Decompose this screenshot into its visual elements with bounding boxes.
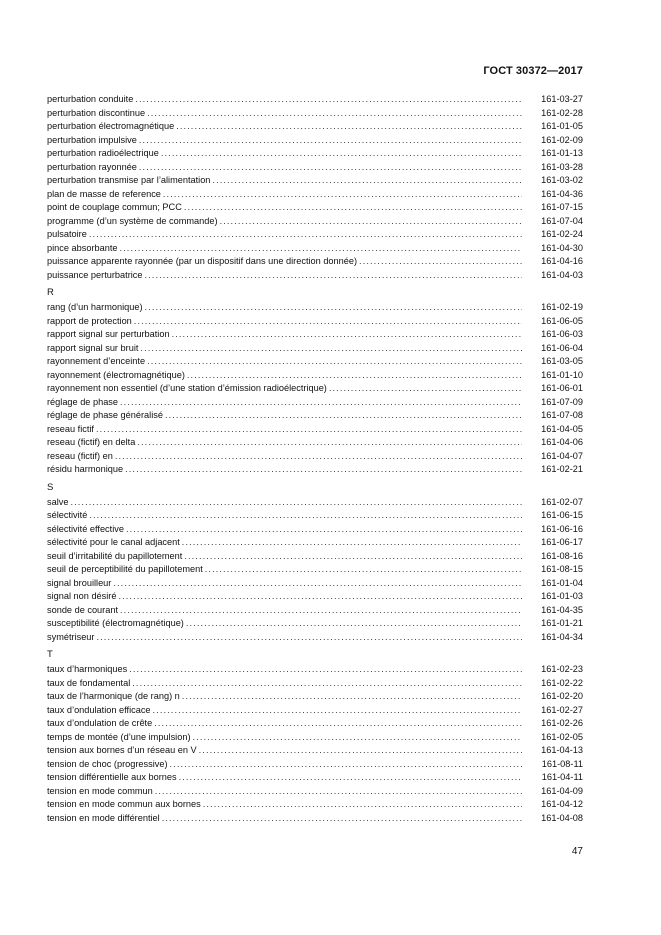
index-term: sélectivité bbox=[47, 510, 88, 520]
index-term: taux de fondamental bbox=[47, 677, 131, 688]
index-code: 161-01-21 bbox=[541, 618, 583, 628]
dot-leader bbox=[118, 590, 522, 604]
index-term: seuil de perceptibilité du papillotement bbox=[47, 564, 203, 574]
dot-leader bbox=[132, 677, 522, 691]
index-entry bbox=[47, 188, 583, 202]
index-term: sonde de courant bbox=[47, 604, 119, 615]
index-code: 161-06-15 bbox=[541, 510, 583, 520]
index-code: 161-01-05 bbox=[541, 121, 583, 131]
dot-leader bbox=[153, 704, 522, 718]
index-code: 161-04-08 bbox=[541, 812, 583, 823]
index-term: seuil d’irritabilité du papillotement bbox=[47, 550, 183, 561]
dot-leader bbox=[162, 812, 522, 826]
index-entry bbox=[47, 690, 583, 704]
index-entry bbox=[47, 536, 583, 550]
index-entry bbox=[47, 717, 583, 731]
index-code: 161-06-05 bbox=[541, 315, 583, 326]
dot-leader bbox=[125, 463, 522, 477]
dot-leader bbox=[172, 328, 522, 342]
index-entry bbox=[47, 450, 583, 464]
index-code: 161-03-05 bbox=[541, 356, 583, 366]
dot-leader bbox=[186, 617, 522, 631]
index-term: perturbation impulsive bbox=[47, 134, 137, 145]
index-code: 161-02-23 bbox=[541, 664, 583, 674]
index-code: 161-03-02 bbox=[541, 175, 583, 185]
index-term: tension en mode commun aux bornes bbox=[47, 799, 201, 809]
index-code: 161-08-11 bbox=[541, 758, 583, 769]
index-term: pulsatoire bbox=[47, 229, 87, 239]
dot-leader bbox=[182, 536, 522, 550]
dot-leader bbox=[155, 785, 522, 799]
index-entry bbox=[47, 255, 583, 269]
index-code: 161-01-13 bbox=[541, 148, 583, 158]
dot-leader bbox=[145, 301, 522, 315]
index-code: 161-06-01 bbox=[541, 383, 583, 393]
index-code: 161-06-03 bbox=[541, 329, 583, 339]
index-term: plan de masse de reference bbox=[47, 188, 161, 199]
index-term: salve bbox=[47, 496, 69, 507]
index-entry bbox=[47, 301, 583, 315]
index-entry bbox=[47, 704, 583, 718]
index-term: sélectivité pour le canal adjacent bbox=[47, 537, 180, 547]
index-entry bbox=[47, 147, 583, 161]
index-entry bbox=[47, 161, 583, 175]
index-term: signal non désiré bbox=[47, 591, 117, 601]
dot-leader bbox=[329, 382, 522, 396]
index-code: 161-04-05 bbox=[541, 423, 583, 434]
dot-leader bbox=[96, 423, 522, 437]
dot-leader bbox=[135, 93, 522, 107]
index-group-r bbox=[47, 301, 583, 477]
index-term: sélectivité effective bbox=[47, 523, 124, 534]
index-code: 161-02-26 bbox=[541, 718, 583, 728]
index-term: reseau (fictif) en bbox=[47, 450, 113, 461]
index-term: susceptibilité (électromagnétique) bbox=[47, 618, 184, 628]
index-entry bbox=[47, 315, 583, 329]
index-code: 161-07-09 bbox=[541, 396, 583, 407]
dot-leader bbox=[89, 509, 522, 523]
index-code: 161-08-16 bbox=[541, 550, 583, 561]
index-letter-r: R bbox=[47, 287, 54, 298]
index-code: 161-07-04 bbox=[541, 215, 583, 226]
index-term: taux d’ondulation efficace bbox=[47, 704, 151, 715]
index-term: rayonnement non essentiel (d’une station d’émission radioélectrique) bbox=[47, 383, 327, 393]
index-code: 161-02-19 bbox=[541, 302, 583, 312]
index-code: 161-03-27 bbox=[541, 94, 583, 104]
index-entry bbox=[47, 328, 583, 342]
index-code: 161-06-16 bbox=[541, 523, 583, 534]
index-entry bbox=[47, 812, 583, 826]
index-term: programme (d’un système de commande) bbox=[47, 215, 218, 226]
dot-leader bbox=[70, 496, 522, 510]
index-term: tension en mode différentiel bbox=[47, 812, 160, 823]
dot-leader bbox=[163, 188, 522, 202]
index-letter-s: S bbox=[47, 481, 54, 493]
index-entry bbox=[47, 523, 583, 537]
index-term: rapport de protection bbox=[47, 315, 132, 326]
dot-leader bbox=[212, 174, 522, 188]
index-term: reseau (fictif) en delta bbox=[47, 437, 136, 447]
dot-leader bbox=[193, 731, 522, 745]
index-term: tension aux bornes d’un réseau en V bbox=[47, 745, 197, 755]
index-entry bbox=[47, 785, 583, 799]
page-number: 47 bbox=[571, 846, 583, 857]
index-code: 161-04-07 bbox=[541, 450, 583, 461]
dot-leader bbox=[115, 450, 522, 464]
index-entry bbox=[47, 93, 583, 107]
index-entry bbox=[47, 369, 583, 383]
dot-leader bbox=[176, 120, 522, 134]
dot-leader bbox=[220, 215, 522, 229]
index-entry bbox=[47, 771, 583, 785]
index-term: rayonnement d’enceinte bbox=[47, 356, 146, 366]
index-term: perturbation transmise par l’alimentation bbox=[47, 175, 211, 185]
dot-leader bbox=[161, 147, 522, 161]
index-code: 161-06-17 bbox=[541, 537, 583, 547]
dot-leader bbox=[154, 717, 522, 731]
index-entry bbox=[47, 355, 583, 369]
document-header: ГОСТ 30372—2017 bbox=[483, 65, 583, 77]
index-term: reseau fictif bbox=[47, 423, 94, 434]
index-code: 161-06-04 bbox=[541, 342, 583, 353]
index-entry bbox=[47, 436, 583, 450]
dot-leader bbox=[89, 228, 522, 242]
index-entry bbox=[47, 496, 583, 510]
dot-leader bbox=[182, 690, 522, 704]
index-entry bbox=[47, 563, 583, 577]
dot-leader bbox=[187, 369, 522, 383]
index-code: 161-02-27 bbox=[541, 704, 583, 715]
index-term: point de couplage commun; PCC bbox=[47, 202, 182, 212]
index-entry bbox=[47, 134, 583, 148]
index-code: 161-02-20 bbox=[541, 691, 583, 701]
index-entry bbox=[47, 631, 583, 645]
dot-leader bbox=[134, 315, 522, 329]
dot-leader bbox=[179, 771, 522, 785]
dot-leader bbox=[113, 577, 522, 591]
index-term: tension de choc (progressive) bbox=[47, 758, 168, 769]
index-code: 161-07-15 bbox=[541, 202, 583, 212]
index-entry bbox=[47, 758, 583, 772]
index-entry bbox=[47, 663, 583, 677]
index-term: perturbation conduite bbox=[47, 94, 134, 104]
index-term: taux d’harmoniques bbox=[47, 664, 128, 674]
index-code: 161-01-04 bbox=[541, 577, 583, 588]
index-code: 161-02-21 bbox=[541, 464, 583, 474]
index-entry bbox=[47, 577, 583, 591]
index-term: temps de montée (d’une impulsion) bbox=[47, 731, 191, 742]
dot-leader bbox=[199, 744, 522, 758]
dot-leader bbox=[129, 663, 522, 677]
index-entry bbox=[47, 423, 583, 437]
dot-leader bbox=[145, 269, 523, 283]
index-term: puissance apparente rayonnée (par un dispositif dans une direction donnée) bbox=[47, 256, 358, 266]
index-code: 161-04-36 bbox=[541, 188, 583, 199]
index-term: rang (d’un harmonique) bbox=[47, 302, 143, 312]
index-code: 161-04-03 bbox=[541, 269, 583, 280]
index-term: réglage de phase généralisé bbox=[47, 410, 163, 420]
dot-leader bbox=[147, 107, 522, 121]
index-entry bbox=[47, 590, 583, 604]
index-code: 161-02-24 bbox=[541, 229, 583, 239]
dot-leader bbox=[147, 355, 522, 369]
index-list bbox=[47, 93, 583, 825]
index-entry bbox=[47, 550, 583, 564]
index-term: rapport signal sur bruit bbox=[47, 342, 139, 353]
index-code: 161-04-11 bbox=[541, 772, 583, 782]
index-group-s bbox=[47, 496, 583, 645]
index-term: rapport signal sur perturbation bbox=[47, 329, 170, 339]
index-code: 161-04-09 bbox=[541, 785, 583, 796]
index-entry bbox=[47, 174, 583, 188]
index-group-t bbox=[47, 663, 583, 825]
index-term: taux de l’harmonique (de rang) n bbox=[47, 691, 180, 701]
dot-leader bbox=[203, 798, 522, 812]
index-term: symétriseur bbox=[47, 631, 95, 642]
index-entry bbox=[47, 215, 583, 229]
index-entry bbox=[47, 677, 583, 691]
dot-leader bbox=[359, 255, 522, 269]
index-code: 161-07-08 bbox=[541, 410, 583, 420]
index-code: 161-04-35 bbox=[541, 604, 583, 615]
dot-leader bbox=[96, 631, 522, 645]
dot-leader bbox=[139, 134, 522, 148]
index-term: taux d’ondulation de crête bbox=[47, 718, 153, 728]
dot-leader bbox=[184, 201, 522, 215]
index-term: puissance perturbatrice bbox=[47, 269, 143, 280]
index-code: 161-02-28 bbox=[541, 107, 583, 118]
index-term: signal brouilleur bbox=[47, 577, 112, 588]
index-code: 161-04-16 bbox=[541, 256, 583, 266]
index-term: perturbation rayonnée bbox=[47, 161, 137, 172]
dot-leader bbox=[120, 242, 523, 256]
index-entry bbox=[47, 617, 583, 631]
index-code: 161-02-22 bbox=[541, 677, 583, 688]
dot-leader bbox=[126, 523, 522, 537]
dot-leader bbox=[120, 396, 522, 410]
index-entry bbox=[47, 107, 583, 121]
index-term: perturbation électromagnétique bbox=[47, 121, 175, 131]
dot-leader bbox=[184, 550, 522, 564]
index-letter-t: T bbox=[47, 649, 53, 660]
index-entry bbox=[47, 604, 583, 618]
index-code: 161-04-13 bbox=[541, 745, 583, 755]
index-term: tension différentielle aux bornes bbox=[47, 772, 177, 782]
index-code: 161-04-34 bbox=[541, 631, 583, 642]
index-code: 161-02-07 bbox=[541, 496, 583, 507]
index-code: 161-01-10 bbox=[541, 369, 583, 380]
index-term: pince absorbante bbox=[47, 242, 118, 253]
index-term: réglage de phase bbox=[47, 396, 119, 407]
index-code: 161-04-06 bbox=[541, 437, 583, 447]
index-term: tension en mode commun bbox=[47, 785, 153, 796]
index-entry bbox=[47, 744, 583, 758]
index-code: 161-02-09 bbox=[541, 134, 583, 145]
index-term: rayonnement (électromagnétique) bbox=[47, 369, 185, 380]
index-code: 161-03-28 bbox=[541, 161, 583, 172]
index-code: 161-01-03 bbox=[541, 591, 583, 601]
dot-leader bbox=[205, 563, 522, 577]
index-code: 161-08-15 bbox=[541, 564, 583, 574]
index-term: perturbation radioélectrique bbox=[47, 148, 159, 158]
index-entry bbox=[47, 463, 583, 477]
index-entry bbox=[47, 228, 583, 242]
index-entry bbox=[47, 342, 583, 356]
index-entry bbox=[47, 409, 583, 423]
dot-leader bbox=[165, 409, 522, 423]
dot-leader bbox=[137, 436, 522, 450]
index-entry bbox=[47, 396, 583, 410]
index-entry bbox=[47, 731, 583, 745]
index-entry bbox=[47, 120, 583, 134]
dot-leader bbox=[139, 161, 522, 175]
index-entry bbox=[47, 201, 583, 215]
index-term: perturbation discontinue bbox=[47, 107, 146, 118]
index-group-p bbox=[47, 93, 583, 282]
dot-leader bbox=[140, 342, 522, 356]
index-code: 161-02-05 bbox=[541, 731, 583, 742]
dot-leader bbox=[120, 604, 522, 618]
dot-leader bbox=[170, 758, 522, 772]
index-term: résidu harmonique bbox=[47, 464, 124, 474]
index-entry bbox=[47, 269, 583, 283]
index-entry bbox=[47, 242, 583, 256]
index-entry bbox=[47, 382, 583, 396]
index-code: 161-04-30 bbox=[541, 242, 583, 253]
index-entry bbox=[47, 798, 583, 812]
index-code: 161-04-12 bbox=[541, 799, 583, 809]
index-entry bbox=[47, 509, 583, 523]
